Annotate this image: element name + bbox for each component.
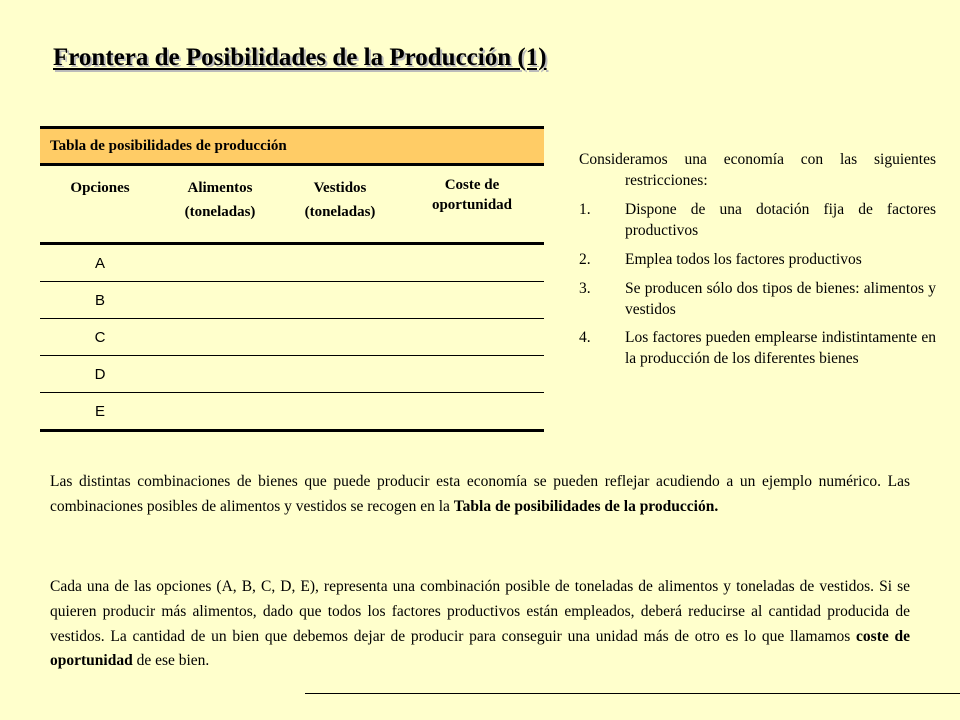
paragraph-tail: de ese bien. (132, 652, 210, 670)
restrictions-panel (579, 150, 936, 370)
table-row (40, 244, 544, 282)
list-text: Dispone de una dotación fija de factores productivos (625, 200, 936, 239)
header-coste (400, 165, 544, 244)
list-text: Emplea todos los factores productivos (625, 250, 862, 268)
option-cell: E (40, 393, 160, 431)
option-cell: C (40, 319, 160, 356)
header-coste-label: Coste de (444, 177, 500, 193)
list-item (579, 200, 936, 242)
header-alimentos (160, 165, 280, 244)
list-item (579, 250, 936, 271)
paragraph-emphasis: coste de oportunidad (50, 627, 910, 670)
list-item (579, 328, 936, 370)
list-number: 3. (579, 279, 591, 297)
table-row (40, 319, 544, 356)
production-possibilities-table (40, 126, 544, 432)
table-row (40, 282, 544, 319)
paragraph-emphasis: Tabla de posibilidades de la producción. (453, 497, 719, 515)
header-alimentos-label: Alimentos (187, 180, 253, 196)
paragraph-opportunity-cost (50, 575, 910, 674)
list-text: Los factores pueden emplearse indistintamente en la producción de los diferentes bienes (625, 329, 936, 368)
header-alimentos-unit: (toneladas) (184, 204, 256, 220)
header-opciones (40, 165, 160, 244)
list-number: 4. (579, 329, 591, 347)
header-opciones-label: Opciones (70, 180, 130, 196)
restrictions-list (579, 200, 936, 370)
header-vestidos (280, 165, 400, 244)
header-vestidos-unit: (toneladas) (304, 204, 376, 220)
option-cell: B (40, 282, 160, 319)
footer-divider (305, 693, 960, 694)
header-vestidos-label: Vestidos (313, 180, 367, 196)
table-caption: Tabla de posibilidades de producción (40, 128, 544, 165)
option-cell: D (40, 356, 160, 393)
header-coste-label-2: oportunidad (431, 197, 513, 214)
table-row (40, 393, 544, 431)
list-number: 2. (579, 250, 591, 268)
paragraph-text: Las distintas combinaciones de bienes que puede producir esta economía se pueden reflejar acudiendo a un ejemplo numérico. Las combinaciones posibles de alimentos y vestidos se recogen en la (50, 473, 910, 515)
list-text: Se producen sólo dos tipos de bienes: alimentos y vestidos (625, 279, 936, 318)
paragraph-text: Cada una de las opciones (A, B, C, D, E), representa una combinación posible de toneladas de alimentos y toneladas de vestidos. Si se quieren producir más alimentos, dado que todos los factores productivos están empleados, deberá reducirse al cantidad producida de vestidos. La cantidad de un bien que debemos dejar de producir para conseguir una unidad más de otro es lo que llamamos (50, 578, 910, 645)
list-item (579, 279, 936, 321)
table-row (40, 356, 544, 393)
list-number: 1. (579, 200, 591, 218)
paragraph-combinations (50, 470, 910, 520)
restrictions-intro: Consideramos una economía con las siguientes restricciones: (579, 151, 936, 189)
option-cell: A (40, 244, 160, 282)
page-title: Frontera de Posibilidades de la Producción (1) (53, 44, 547, 71)
